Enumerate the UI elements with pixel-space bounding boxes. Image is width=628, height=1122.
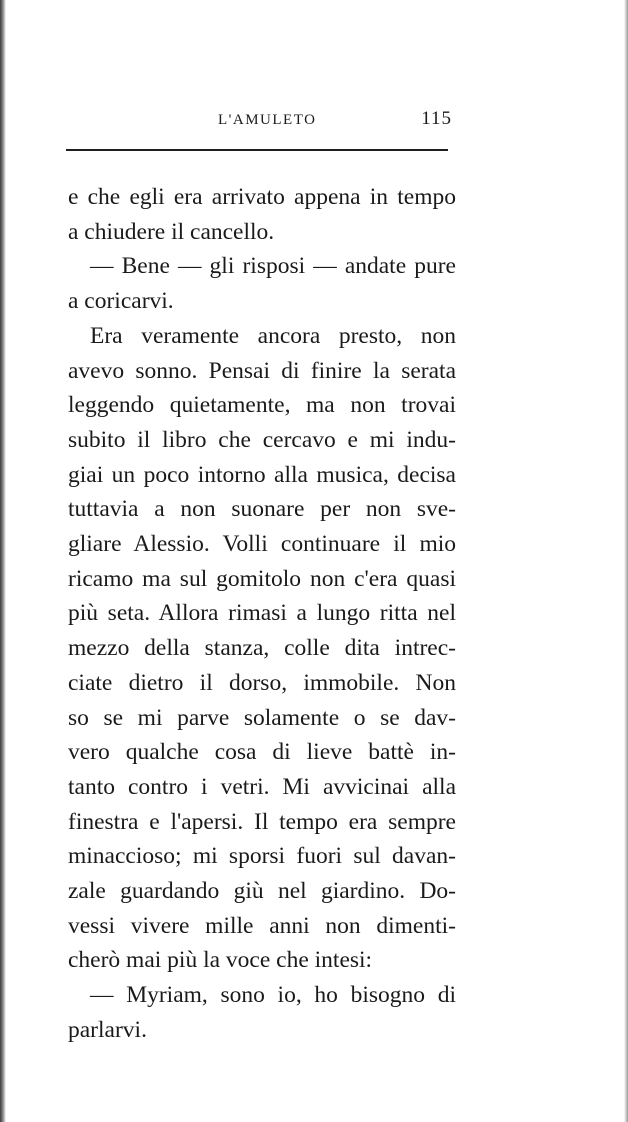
text-line: cherò mai più la voce che intesi: — [68, 947, 373, 974]
text-line: so se mi parve solamente o se dav- — [68, 704, 456, 731]
text-line: giai un poco intorno alla musica, decisa — [68, 461, 456, 488]
text-line: zale guardando giù nel giardino. Do- — [68, 878, 456, 905]
text-line: gliare Alessio. Volli continuare il mio — [68, 531, 456, 558]
running-head-title: L'AMULETO — [218, 112, 317, 128]
text-line: finestra e l'apersi. Il tempo era sempre — [68, 808, 456, 835]
running-head — [66, 106, 452, 136]
header-rule — [66, 149, 448, 151]
text-line: parlarvi. — [68, 1016, 147, 1043]
text-line: vessi vivere mille anni non dimenti- — [68, 912, 456, 939]
text-line: a chiudere il cancello. — [68, 218, 275, 245]
text-line: a coricarvi. — [68, 288, 174, 315]
text-line: ricamo ma sul gomitolo non c'era quasi — [68, 565, 456, 592]
text-line: Era veramente ancora presto, non — [90, 322, 456, 349]
text-line: leggendo quietamente, ma non trovai — [68, 392, 456, 419]
text-line: ciate dietro il dorso, immobile. Non — [68, 669, 456, 696]
text-line: subito il libro che cercavo e mi indu- — [68, 426, 456, 453]
text-line: avevo sonno. Pensai di finire la serata — [68, 357, 456, 384]
text-line: — Myriam, sono io, ho bisogno di — [90, 982, 456, 1009]
text-line: tuttavia a non suonare per non sve- — [68, 496, 456, 523]
text-line: tanto contro i vetri. Mi avvicinai alla — [68, 773, 456, 800]
page-number: 115 — [421, 108, 452, 129]
text-line: minaccioso; mi sporsi fuori sul davan- — [68, 843, 456, 870]
page-outer-edge — [624, 0, 628, 1122]
page-binding-edge — [0, 0, 6, 1122]
text-line: e che egli era arrivato appena in tempo — [68, 184, 456, 210]
text-line: vero qualche cosa di lieve battè in- — [68, 739, 456, 766]
text-line: — Bene — gli risposi — andate pure — [90, 253, 456, 280]
text-line: più seta. Allora rimasi a lungo ritta nel — [68, 600, 456, 627]
body-text — [68, 180, 456, 1048]
text-line: mezzo della stanza, colle dita intrec- — [68, 635, 456, 662]
